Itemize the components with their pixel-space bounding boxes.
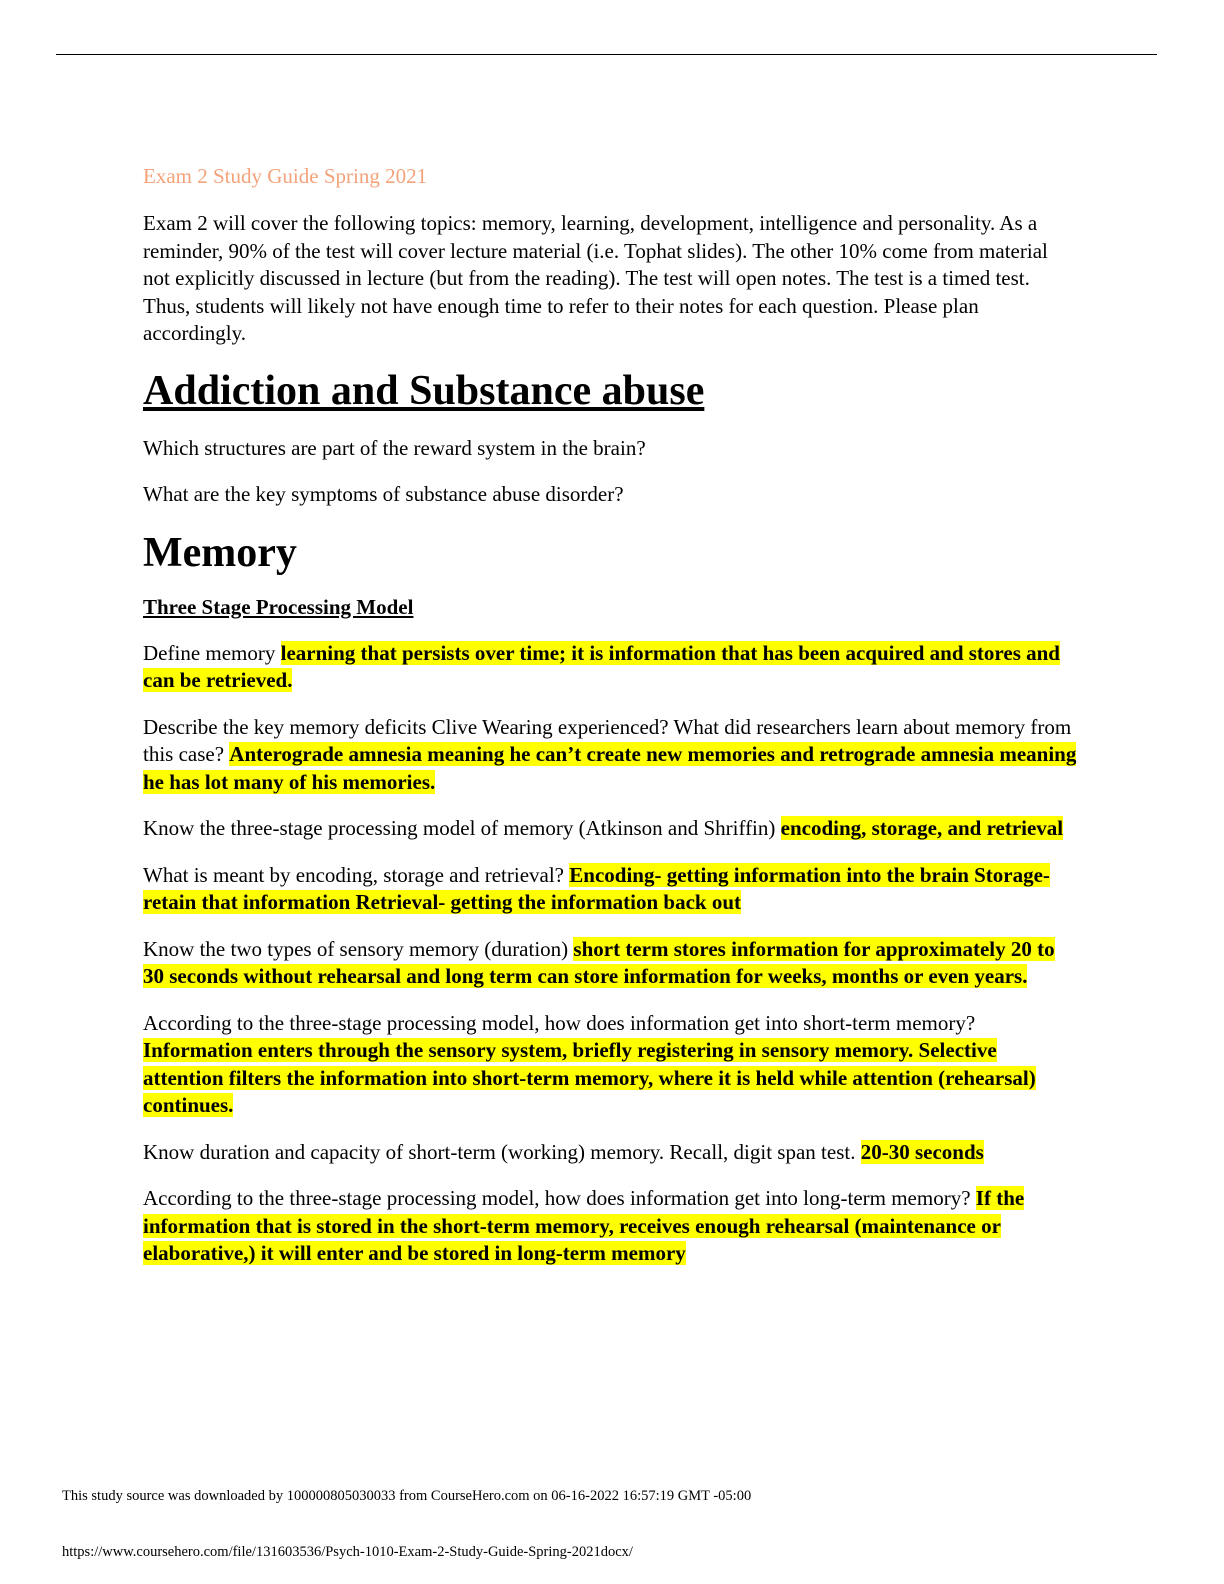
document-body xyxy=(143,162,1078,1287)
question-text: Know the three-stage processing model of memory (Atkinson and Shriffin) xyxy=(143,816,781,840)
question-text: According to the three-stage processing model, how does information get into long-term memory? xyxy=(143,1186,976,1210)
document-title: Exam 2 Study Guide Spring 2021 xyxy=(143,164,428,188)
section-heading-memory: Memory xyxy=(143,529,297,576)
question-symptoms: What are the key symptoms of substance abuse disorder? xyxy=(143,482,624,506)
question-text: According to the three-stage processing model, how does information get into short-term memory? xyxy=(143,1010,976,1035)
qa-item xyxy=(143,815,1078,843)
question-text: Describe the key memory deficits Clive Wearing experienced? What did researchers learn about memory from this case? xyxy=(143,714,1072,766)
question-text: Define memory xyxy=(143,640,281,665)
highlighted-answer: Anterograde amnesia meaning he can’t create new memories and retrograde amnesia meaning he has lot many of his memories. xyxy=(143,742,1077,794)
question-reward-system: Which structures are part of the reward system in the brain? xyxy=(143,435,646,460)
highlighted-answer: If the information that is stored in the short-term memory, receives enough rehearsal (maintenance or elaborative,) it will enter and be stored in long-term memory xyxy=(143,1186,1025,1265)
highlighted-answer: learning that persists over time; it is information that has been acquired and stores and can be retrieved. xyxy=(143,640,1060,692)
highlighted-answer: encoding, storage, and retrieval xyxy=(780,816,1064,840)
subheading-three-stage: Three Stage Processing Model xyxy=(143,594,414,619)
question-text: Know the two types of sensory memory (duration) xyxy=(143,936,574,961)
header-rule xyxy=(56,54,1157,55)
question-text: Know duration and capacity of short-term (working) memory. Recall, digit span test. xyxy=(143,1139,861,1164)
qa-item xyxy=(143,862,1078,917)
highlighted-answer: Information enters through the sensory system, briefly registering in sensory memory. Selective attention filters the information into short-term memory, where it is held while attention (rehearsal) continues. xyxy=(143,1038,1036,1117)
qa-item xyxy=(143,1185,1078,1268)
qa-item xyxy=(143,640,1078,695)
qa-item xyxy=(143,714,1078,797)
footer-url[interactable]: https://www.coursehero.com/file/131603536/Psych-1010-Exam-2-Study-Guide-Spring-2021docx/ xyxy=(62,1544,633,1560)
qa-item xyxy=(143,1139,1078,1167)
qa-item xyxy=(143,936,1078,991)
section-heading-addiction: Addiction and Substance abuse xyxy=(143,367,705,414)
question-text: What is meant by encoding, storage and retrieval? xyxy=(143,862,570,887)
intro-paragraph: Exam 2 will cover the following topics: memory, learning, development, intelligence and personality. As a reminder, 90% of the test will cover lecture material (i.e. Tophat slides). The other 10% come from material not explicitly discussed in lecture (but from the reading). The test will open notes. The test is a timed test. Thus, students will likely not have enough time to refer to their notes for each question. Please plan accordingly. xyxy=(143,211,1048,345)
qa-item xyxy=(143,1010,1078,1120)
highlighted-answer: Encoding- getting information into the brain Storage- retain that information Retrieval- getting the information back out xyxy=(143,862,1050,914)
highlighted-answer: short term stores information for approximately 20 to 30 seconds without rehearsal and long term can store information for weeks, months or even years. xyxy=(143,936,1055,988)
highlighted-answer: 20-30 seconds xyxy=(860,1139,984,1164)
footer-source-note: This study source was downloaded by 100000805030033 from CourseHero.com on 06-16-2022 16:57:19 GMT -05:00 xyxy=(62,1488,752,1504)
